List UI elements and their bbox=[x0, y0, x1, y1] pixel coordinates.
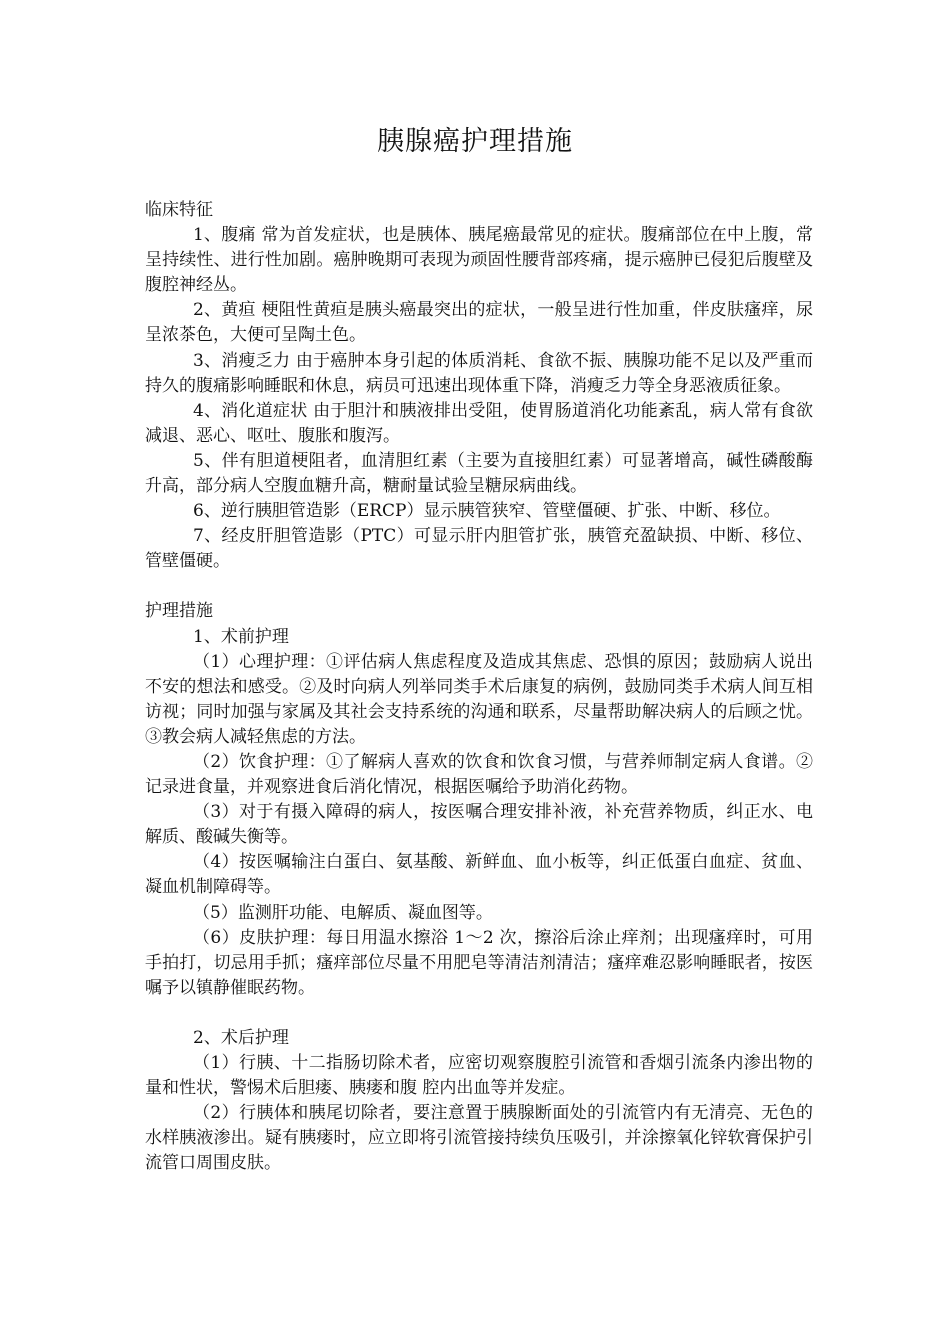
paragraph: （2）饮食护理：①了解病人喜欢的饮食和饮食习惯，与营养师制定病人食谱。②记录进食量，并观察进食后消化情况，根据医嘱给予助消化药物。 bbox=[145, 751, 813, 798]
paragraph: （2）行胰体和胰尾切除者，要注意置于胰腺断面处的引流管内有无清亮、无色的水样胰液渗出。疑有胰瘘时，应立即将引流管接持续负压吸引，并涂擦氧化锌软膏保护引流管口周围皮肤。 bbox=[145, 1103, 813, 1174]
paragraph: 6、逆行胰胆管造影（ERCP）显示胰管狭窄、管壁僵硬、扩张、中断、移位。 bbox=[193, 501, 781, 522]
paragraph: 5、伴有胆道梗阻者，血清胆红素（主要为直接胆红素）可显著增高，碱性磷酸酶升高，部分病人空腹血糖升高，糖耐量试验呈糖尿病曲线。 bbox=[145, 450, 813, 497]
paragraph: 1、腹痛 常为首发症状，也是胰体、胰尾癌最常见的症状。腹痛部位在中上腹，常呈持续性、进行性加剧。癌肿晚期可表现为顽固性腰背部疼痛，提示癌肿已侵犯后腹壁及腹腔神经丛。 bbox=[145, 225, 813, 296]
paragraph: （5）监测肝功能、电解质、凝血图等。 bbox=[193, 902, 493, 923]
paragraph: 3、消瘦乏力 由于癌肿本身引起的体质消耗、食欲不振、胰腺功能不足以及严重而持久的腹痛影响睡眠和休息，病员可迅速出现体重下降，消瘦乏力等全身恶液质征象。 bbox=[145, 350, 813, 396]
paragraph: （6）皮肤护理：每日用温水擦浴 1～2 次，擦浴后涂止痒剂；出现瘙痒时，可用手拍打，切忌用手抓；瘙痒部位尽量不用肥皂等清洁剂清洁；瘙痒难忍影响睡眠者，按医嘱予以镇静催眠药物。 bbox=[145, 927, 813, 998]
paragraph: 4、消化道症状 由于胆汁和胰液排出受阻，使胃肠道消化功能紊乱，病人常有食欲减退、恶心、呕吐、腹胀和腹泻。 bbox=[145, 400, 813, 446]
paragraph: （3）对于有摄入障碍的病人，按医嘱合理安排补液，补充营养物质，纠正水、电解质、酸碱失衡等。 bbox=[145, 802, 813, 848]
section-heading-nursing-measures: 护理措施 bbox=[145, 601, 213, 622]
document-title: 胰腺癌护理措施 bbox=[377, 126, 573, 157]
paragraph: 7、经皮肝胆管造影（PTC）可显示肝内胆管扩张，胰管充盈缺损、中断、移位、管壁僵硬。 bbox=[145, 526, 813, 572]
document-body bbox=[145, 198, 813, 1176]
section-heading-clinical-features: 临床特征 bbox=[145, 200, 213, 220]
paragraph: （1）心理护理：①评估病人焦虑程度及造成其焦虑、恐惧的原因；鼓励病人说出不安的想法和感受。②及时向病人列举同类手术后康复的病例，鼓励同类手术病人间互相访视；同时加强与家属及其社会支持系统的沟通和联系，尽量帮助解决病人的后顾之忧。③教会病人减轻焦虑的方法。 bbox=[145, 651, 813, 747]
paragraph: （4）按医嘱输注白蛋白、氨基酸、新鲜血、血小板等，纠正低蛋白血症、贫血、凝血机制障碍等。 bbox=[145, 852, 813, 898]
spacer bbox=[145, 574, 813, 599]
subheading-postop: 2、术后护理 bbox=[193, 1027, 289, 1048]
paragraph: （1）行胰、十二指肠切除术者，应密切观察腹腔引流管和香烟引流条内渗出物的量和性状，警惕术后胆瘘、胰瘘和腹 腔内出血等并发症。 bbox=[145, 1053, 813, 1099]
subheading-preop: 1、术前护理 bbox=[193, 626, 289, 647]
spacer bbox=[145, 1001, 813, 1026]
paragraph: 2、黄疸 梗阻性黄疸是胰头癌最突出的症状，一般呈进行性加重，伴皮肤瘙痒，尿呈浓茶色，大便可呈陶土色。 bbox=[145, 300, 813, 346]
